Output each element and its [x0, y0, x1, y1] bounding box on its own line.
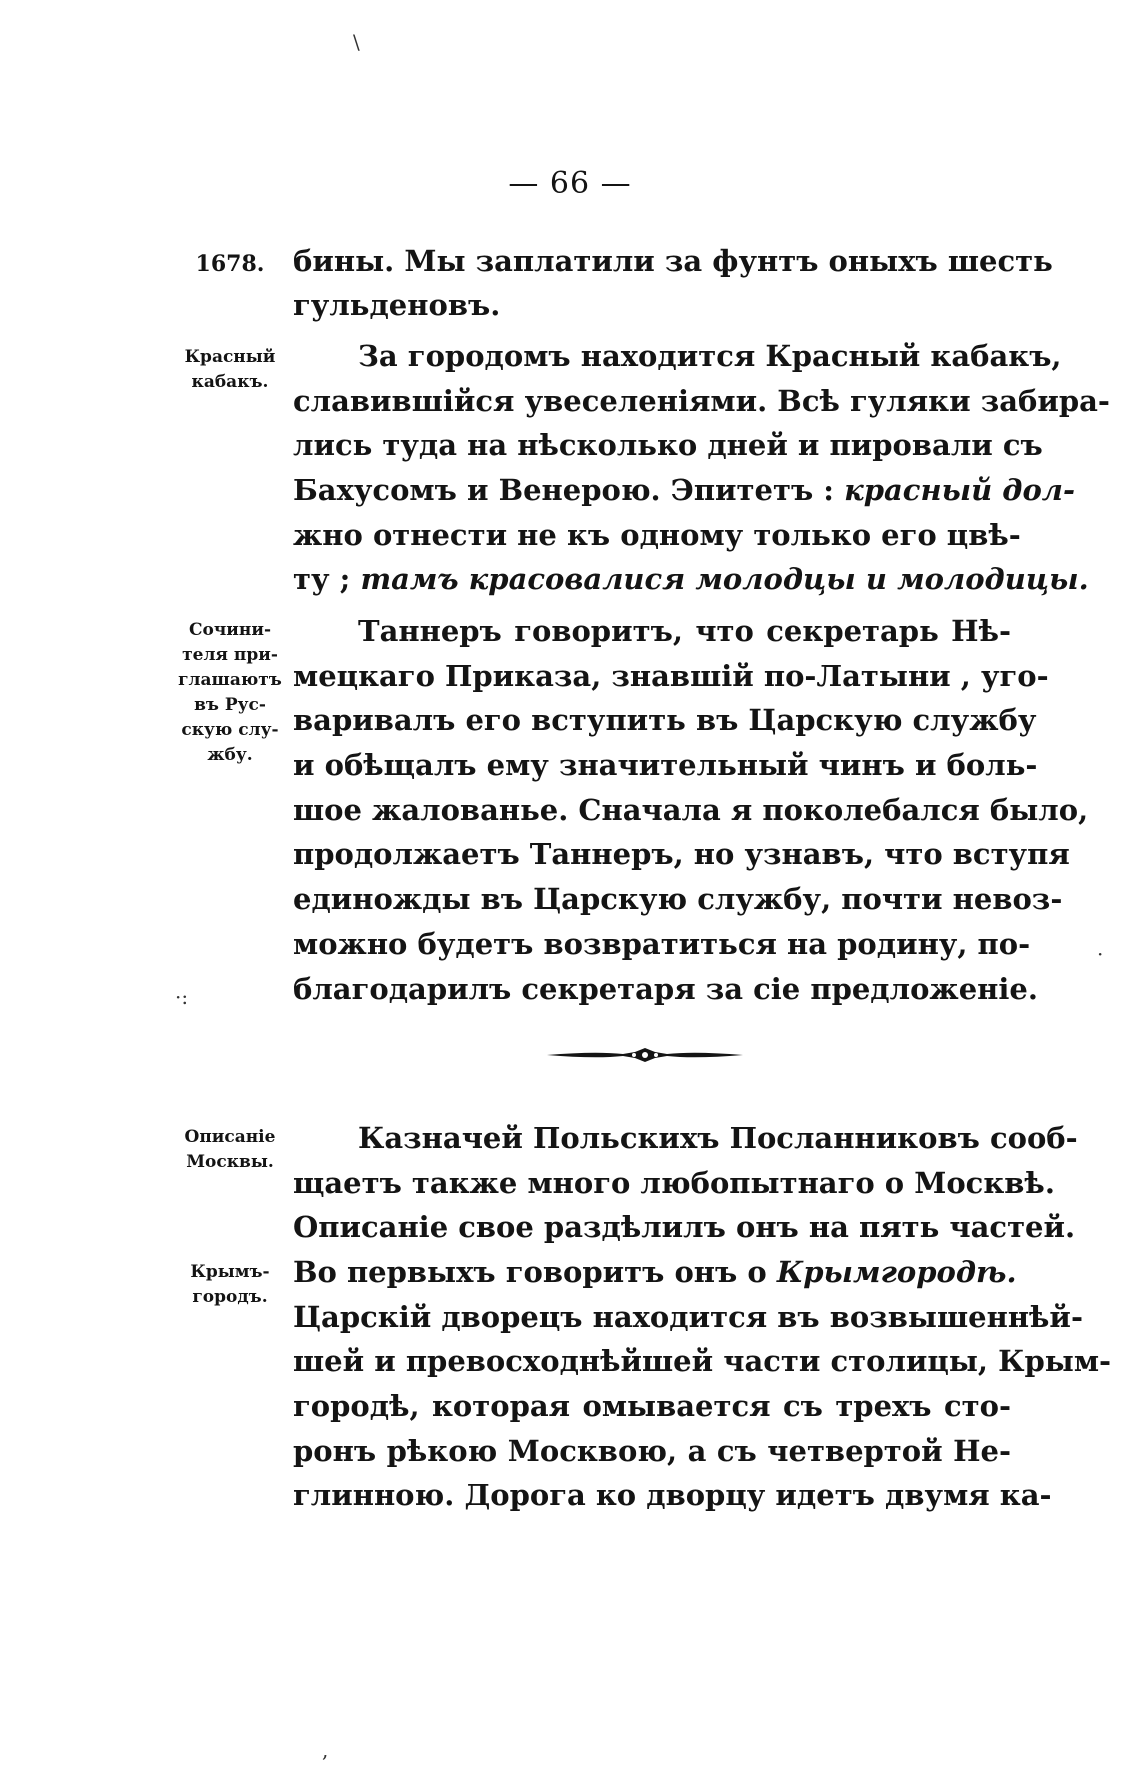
margin-year: 1678.: [195, 251, 265, 277]
text-line: Во первыхъ говоритъ онъ о Крымгородѣ.: [293, 1255, 1017, 1289]
margin-note-krasny-kabak: Красный кабакъ.: [184, 347, 276, 392]
text-line: мецкаго Приказа, знавшій по-Латыни , уго-: [293, 659, 1049, 693]
scan-speck: ,: [322, 1738, 329, 1762]
ornament-divider: [545, 1044, 745, 1066]
text-line: Таннеръ говоритъ, что секретарь Нѣ-: [358, 614, 1011, 648]
page-number: — 66 —: [508, 166, 632, 201]
text-line: единожды въ Царскую службу, почти невоз-: [293, 882, 1063, 916]
text-line: жно отнести не къ одному только его цвѣ-: [293, 518, 1021, 552]
margin-note-description-moscow: Описаніе Москвы.: [184, 1127, 276, 1172]
text-line: За городомъ находится Красный кабакъ,: [358, 339, 1062, 373]
text-line: шое жалованье. Сначала я поколебался было,: [293, 793, 1089, 827]
text-line: лись туда на нѣсколько дней и пировали съ: [293, 428, 1043, 462]
text-line: Бахусомъ и Венерою. Эпитетъ : красный дол-: [293, 473, 1076, 507]
margin-note-invitation: Сочини- теля при- глашаютъ въ Рус- скую слу- жбу.: [178, 620, 282, 765]
scan-speck: ·:: [175, 985, 189, 1009]
text-line: варивалъ его вступить въ Царскую службу: [293, 703, 1037, 737]
scan-speck: ·: [1097, 942, 1104, 966]
text-line: щаетъ также много любопытнаго о Москвѣ.: [293, 1166, 1055, 1200]
text-line: глинною. Дорога ко дворцу идетъ двумя ка-: [293, 1478, 1052, 1512]
text-line: ту ; тамъ красовалися молодцы и молодицы.: [293, 562, 1089, 596]
text-line: Описаніе свое раздѣлилъ онъ на пять частей.: [293, 1210, 1076, 1244]
text-line: продолжаетъ Таннеръ, но узнавъ, что вступя: [293, 837, 1070, 871]
text-line: славившійся увеселеніями. Всѣ гуляки забира-: [293, 384, 1110, 418]
margin-note-krymgorod: Крымъ- городъ.: [190, 1262, 270, 1307]
scan-speck: \: [353, 30, 360, 54]
text-line: и обѣщалъ ему значительный чинъ и боль-: [293, 748, 1038, 782]
text-line: гульденовъ.: [293, 288, 501, 322]
text-line: Царскій дворецъ находится въ возвышеннѣй-: [293, 1300, 1083, 1334]
text-line: ронъ рѣкою Москвою, а съ четвертой Не-: [293, 1434, 1011, 1468]
text-line: шей и превосходнѣйшей части столицы, Крым-: [293, 1344, 1112, 1378]
text-line: городѣ, которая омывается съ трехъ сто-: [293, 1389, 1011, 1423]
text-line: Казначей Польскихъ Посланниковъ сооб-: [358, 1121, 1078, 1155]
text-line: благодарилъ секретаря за сіе предложеніе.: [293, 972, 1038, 1006]
text-line: бины. Мы заплатили за фунтъ оныхъ шесть: [293, 244, 1053, 278]
text-line: можно будетъ возвратиться на родину, по-: [293, 927, 1031, 961]
